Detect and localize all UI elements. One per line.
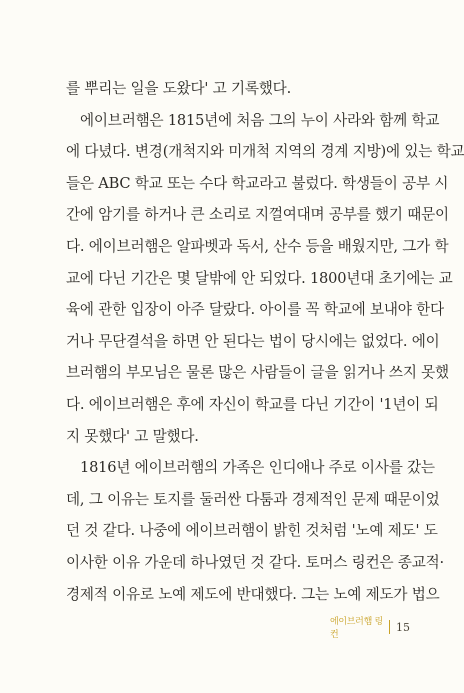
text-line: 브러햄의 부모님은 물론 많은 사람들이 글을 읽거나 쓰지 못했	[66, 364, 449, 382]
text-line: 데, 그 이유는 토지를 둘러싼 다툼과 경제적인 문제 때문이었	[66, 490, 440, 508]
text-line: 에 다녔다. 변경(개척지와 미개척 지역의 경계 지방)에 있는 학교	[66, 143, 464, 161]
text-line: 간에 암기를 하거나 큰 소리로 지껄여대며 공부를 했기 때문이	[66, 206, 449, 224]
text-line: 경제적 이유로 노예 제도에 반대했다. 그는 노예 제도가 법으	[66, 585, 440, 603]
footer-divider	[389, 620, 390, 634]
text-line: 들은 ABC 학교 또는 수다 학교라고 불렀다. 학생들이 공부 시	[66, 174, 449, 192]
text-line: 1816년 에이브러햄의 가족은 인디애나 주로 이사를 갔는	[80, 459, 435, 477]
running-title: 에이브러햄 링컨	[330, 617, 383, 640]
text-line: 던 것 같다. 나중에 에이브러햄이 밝힌 것처럼 '노예 제도' 도	[66, 522, 438, 540]
text-line: 거나 무단결석을 하면 안 된다는 법이 당시에는 없었다. 에이	[66, 332, 440, 350]
text-line: 에이브러햄은 1815년에 처음 그의 누이 사라와 함께 학교	[80, 111, 440, 129]
text-line: 를 뿌리는 일을 도왔다' 고 기록했다.	[66, 80, 292, 97]
page-footer	[330, 617, 410, 640]
text-line: 이사한 이유 가운데 하나였던 것 같다. 토머스 링컨은 종교적·	[66, 553, 444, 571]
text-line: 지 못했다' 고 말했다.	[66, 427, 199, 445]
text-line: 다. 에이브러햄은 후에 자신이 학교를 다닌 기간이 '1년이 되	[66, 395, 439, 413]
body-text	[66, 73, 464, 610]
text-line: 육에 관한 입장이 아주 달랐다. 아이를 꼭 학교에 보내야 한다	[66, 301, 444, 319]
text-line: 다. 에이브러햄은 알파벳과 독서, 산수 등을 배웠지만, 그가 학	[66, 237, 449, 255]
text-line: 교에 다닌 기간은 몇 달밖에 안 되었다. 1800년대 초기에는 교	[66, 269, 453, 287]
page-number: 15	[396, 620, 410, 634]
